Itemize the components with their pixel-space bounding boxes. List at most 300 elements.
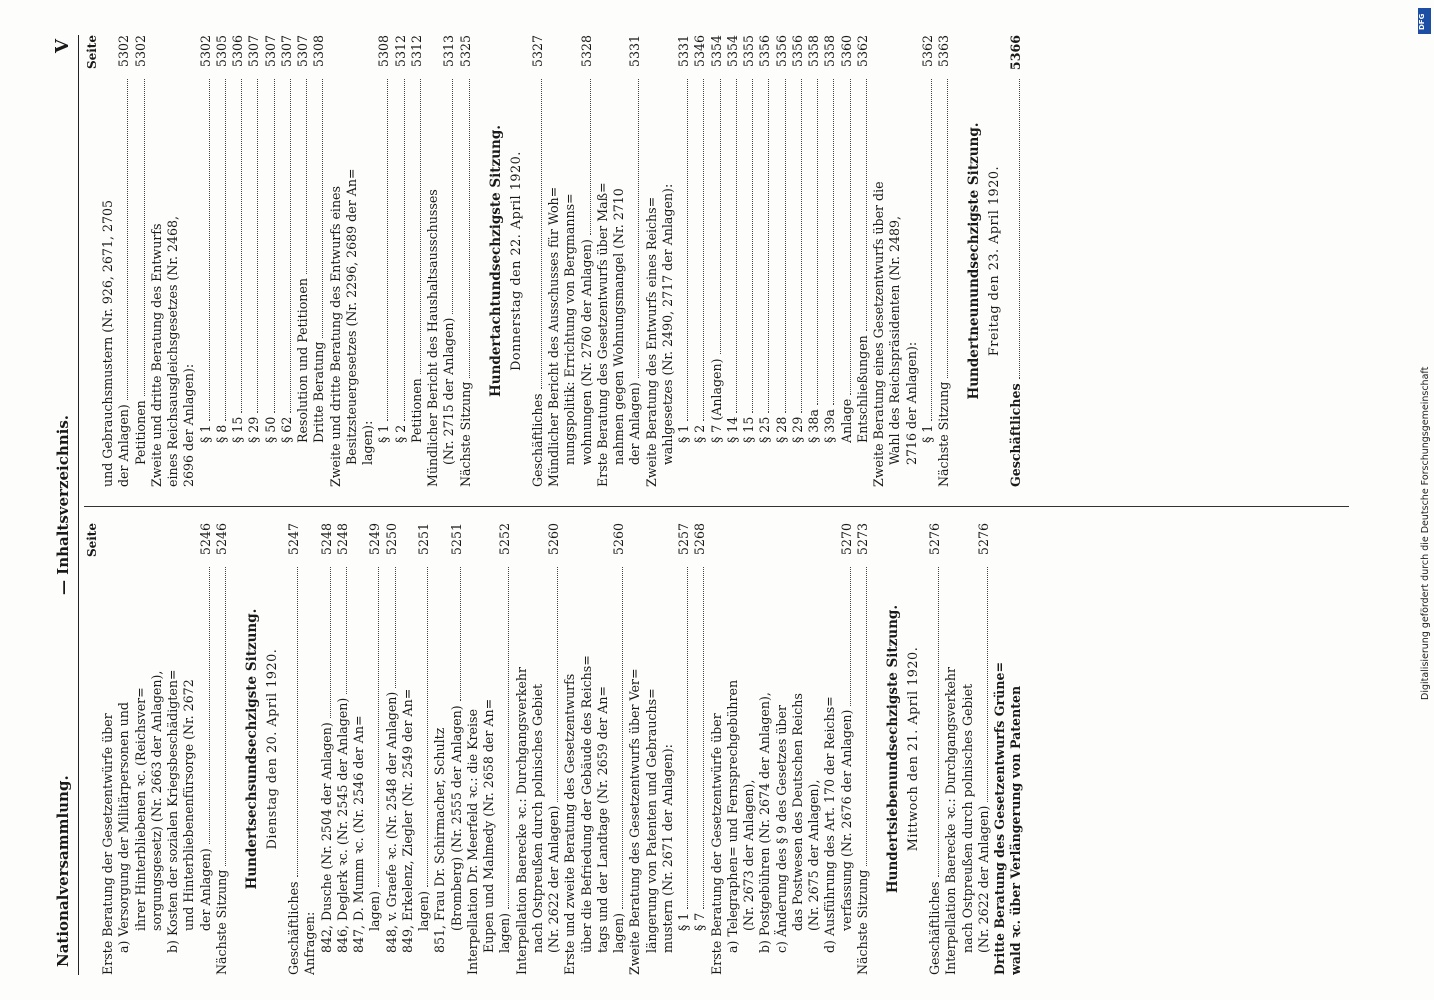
entry-text: (Nr. 2622 der Anlagen) <box>975 805 991 953</box>
leader-dots <box>427 567 428 887</box>
toc-entry <box>806 523 822 975</box>
toc-entry <box>1008 35 1024 487</box>
toc-entry <box>757 35 773 487</box>
leader-dots <box>817 79 818 405</box>
leader-dots <box>785 79 786 413</box>
entry-text: Mündlicher Bericht des Haushaltsausschusses <box>425 189 440 487</box>
toc-entry <box>611 35 627 487</box>
toc-entry <box>871 35 887 487</box>
leader-dots <box>209 567 210 844</box>
page-number: 5358 <box>806 35 821 68</box>
toc-entry <box>790 523 806 975</box>
toc-entry <box>133 35 149 487</box>
leader-dots <box>306 79 307 274</box>
page-number: 5250 <box>383 523 399 556</box>
entry-text: Mündlicher Bericht des Ausschusses für Woh= <box>546 186 561 487</box>
toc-entry <box>627 35 643 487</box>
entry-text: Erste Beratung der Gesetzentwürfe über <box>100 713 115 975</box>
toc-entry <box>692 35 708 487</box>
page-number: 5252 <box>497 523 513 556</box>
toc-entry <box>839 523 855 975</box>
toc-entry <box>936 35 952 487</box>
toc-entry <box>774 523 790 975</box>
leader-dots <box>687 567 688 909</box>
session-date: Freitag den 23. April 1920. <box>987 165 1003 357</box>
leader-dots <box>703 567 704 909</box>
side-credit <box>1418 0 1434 1000</box>
toc-entry <box>530 523 546 975</box>
entry-text: nungspolitik: Errichtung von Bergmanns= <box>562 193 578 465</box>
toc-entry <box>416 523 432 975</box>
toc-entry <box>481 523 497 975</box>
entry-text: § 7 (Anlagen) <box>708 358 724 443</box>
leader-dots <box>931 79 932 421</box>
session-heading: Hundertachtundsechzigste Sitzung. <box>487 125 504 397</box>
leader-dots <box>395 567 396 688</box>
entry-text: das Postwesen des Deutschen Reichs <box>789 693 805 931</box>
entry-text: ihrer Hinterbliebenen ꝛc. (Reichsver= <box>132 687 148 931</box>
leader-dots <box>257 79 258 413</box>
toc-entry <box>116 35 132 487</box>
leader-dots <box>378 567 379 887</box>
page-number: 5355 <box>741 35 756 68</box>
toc-entry <box>660 523 676 975</box>
toc-entry <box>319 523 335 975</box>
page-number: 5276 <box>927 523 942 556</box>
leader-dots <box>469 79 470 378</box>
leader-dots <box>622 567 623 909</box>
entry-text: 2716 der Anlagen): <box>903 341 919 465</box>
entry-text: mustern (Nr. 2671 der Anlagen): <box>659 744 675 953</box>
entry-text: (Nr. 2715 der Anlagen) <box>441 317 457 465</box>
toc-entry <box>409 35 425 487</box>
entry-text: Anfragen: <box>302 911 318 975</box>
toc-entry <box>1008 523 1024 975</box>
toc-entry <box>725 35 741 487</box>
leader-dots <box>557 567 558 802</box>
toc-entry <box>627 523 643 975</box>
column-divider <box>84 506 1349 507</box>
entry-text: lagen) <box>611 912 626 953</box>
running-head <box>50 35 79 975</box>
entry-text: und Gebrauchsmustern (Nr. 926, 2671, 2705 <box>100 199 115 487</box>
entry-text: a) Versorgung der Militärpersonen und <box>116 702 132 953</box>
side-credit-text: Digitalisierung gefördert durch die Deutsche Forschungsgemeinschaft <box>1420 366 1431 700</box>
leader-dots <box>638 79 639 378</box>
entry-text: Erste Beratung der Gesetzentwürfe über <box>708 713 724 975</box>
entry-text: längerung von Patenten und Gebrauchs= <box>643 688 659 953</box>
entry-text: Dritte Beratung <box>311 341 327 443</box>
entry-text: Interpellation Baerecke ꝛc.: Durchgangsverkehr <box>513 667 529 975</box>
entry-text: § 7 <box>692 912 708 931</box>
entry-text: eines Reichsausgleichsgesetzes (Nr. 2468, <box>165 215 180 487</box>
leader-dots <box>801 79 802 413</box>
leader-dots <box>703 79 704 421</box>
entry-text: § 1 <box>676 912 691 931</box>
entry-text: b) Postgebühren (Nr. 2674 der Anlagen), <box>757 692 773 953</box>
toc-entry <box>393 35 409 487</box>
leader-dots <box>850 79 851 395</box>
page-number: 5302 <box>197 35 213 68</box>
entry-text: 842, Dusche (Nr. 2504 der Anlagen) <box>318 722 334 953</box>
entry-text: Geschäftliches <box>529 393 545 487</box>
toc-entry <box>116 523 132 975</box>
leader-dots <box>768 79 769 413</box>
toc-entry <box>100 523 116 975</box>
entry-text: der Anlagen) <box>197 848 213 931</box>
toc-entry <box>920 35 936 487</box>
page-number: 5346 <box>692 35 708 68</box>
entry-text: lagen) <box>367 890 383 931</box>
entry-text: § 15 <box>741 416 756 443</box>
toc-entry <box>458 35 474 487</box>
leader-dots <box>297 567 298 877</box>
page-number: 5328 <box>578 35 594 68</box>
toc-entry <box>855 35 871 487</box>
page-number: 5308 <box>311 35 327 68</box>
entry-text: sorgungsgesetz) (Nr. 2663 der Anlagen), <box>148 670 164 931</box>
toc-entry <box>279 35 295 487</box>
entry-text: lagen): <box>360 420 375 465</box>
toc-entry <box>198 523 214 975</box>
entry-text: § 1 <box>919 424 935 443</box>
toc-entry <box>425 35 441 487</box>
page-number: 5246 <box>213 523 229 556</box>
page-number: 5308 <box>376 35 392 68</box>
leader-dots <box>460 567 461 701</box>
toc-entry <box>741 35 757 487</box>
entry-text: lagen) <box>497 912 513 953</box>
page-number: 5325 <box>457 35 473 68</box>
leader-dots <box>241 79 242 413</box>
entry-text: Erste und zweite Beratung des Gesetzentwurfs <box>562 673 578 975</box>
toc-entry <box>311 35 327 487</box>
toc-entry <box>384 523 400 975</box>
entry-text: § 2 <box>392 424 408 443</box>
toc-entry <box>335 523 351 975</box>
page-number: 5307 <box>262 35 278 68</box>
leader-dots <box>209 79 210 421</box>
toc-entry <box>328 35 344 487</box>
entry-text: Petitionen <box>132 400 148 465</box>
session-date: Donnerstag den 22. April 1920. <box>508 151 524 371</box>
page-number: 5270 <box>838 523 854 556</box>
session-date: Mittwoch den 21. April 1920. <box>906 646 921 852</box>
page-number: 5251 <box>416 523 431 556</box>
entry-text: 2696 der Anlagen): <box>181 363 197 487</box>
toc-entry <box>904 35 920 487</box>
page-number: 5247 <box>286 523 301 556</box>
page-number: 5305 <box>213 35 229 68</box>
page-number: 5362 <box>919 35 935 68</box>
page-number: 5331 <box>676 35 691 68</box>
page-number: 5356 <box>773 35 789 68</box>
page-number: 5260 <box>546 523 561 556</box>
leader-dots <box>452 79 453 314</box>
entry-text: § 29 <box>246 416 262 443</box>
toc-entry <box>822 35 838 487</box>
leader-dots <box>866 567 867 866</box>
toc-entry <box>676 35 692 487</box>
toc-entry <box>295 35 311 487</box>
page-number: 5354 <box>724 35 740 68</box>
entry-text: der Anlagen) <box>116 404 132 487</box>
entry-text: Zweite und dritte Beratung des Entwurfs <box>148 223 164 487</box>
entry-text: Petitionen <box>408 378 424 443</box>
entry-text: (Bromberg) (Nr. 2555 der Anlagen) <box>448 705 464 931</box>
leader-dots <box>687 79 688 421</box>
leader-dots <box>274 79 275 413</box>
toc-entry <box>286 523 302 975</box>
entry-text: Nächste Sitzung <box>213 869 229 975</box>
entry-text: Geschäftliches <box>286 881 301 975</box>
page-number: 5331 <box>627 35 643 68</box>
entry-text: verfassung (Nr. 2676 der Anlagen) <box>838 709 854 931</box>
entry-text: § 1 <box>376 424 392 443</box>
entry-text: Resolution und Petitionen <box>295 278 310 443</box>
page-number: 5354 <box>708 35 724 68</box>
toc-entry <box>214 523 230 975</box>
toc-entry <box>562 523 578 975</box>
left-column <box>84 523 1349 975</box>
entry-text: Geschäftliches <box>1008 383 1024 487</box>
page-number: 5307 <box>246 35 262 68</box>
entry-text: Zweite Beratung des Entwurfs eines Reichs= <box>643 196 659 487</box>
entry-text: (Nr. 2673 der Anlagen), <box>741 779 756 931</box>
page-number: 5358 <box>822 35 838 68</box>
toc-entry <box>855 523 871 975</box>
page-number: 5360 <box>838 35 854 68</box>
leader-dots <box>850 567 851 706</box>
entry-text: (Nr. 2675 der Anlagen), <box>806 779 821 931</box>
entry-text: Wahl des Reichspräsidenten (Nr. 2489, <box>887 215 903 465</box>
entry-text: § 8 <box>213 424 229 443</box>
entry-text: über die Befriedung der Gebäude des Reichs= <box>578 655 594 953</box>
header-page-roman: V <box>52 39 73 53</box>
toc-entry <box>441 35 457 487</box>
toc-entry <box>595 523 611 975</box>
toc-entry <box>449 523 465 975</box>
page-number: 5248 <box>318 523 334 556</box>
entry-text: § 29 <box>789 416 805 443</box>
toc-entry <box>263 35 279 487</box>
page-number: 5366 <box>1008 35 1024 71</box>
header-left: Nationalversammlung. <box>54 775 72 967</box>
toc-entry <box>790 35 806 487</box>
toc-entry <box>887 35 903 487</box>
page-number: 5246 <box>197 523 213 556</box>
page-number: 5273 <box>854 523 870 556</box>
seite-label: Seite <box>85 523 99 558</box>
toc-entry <box>181 523 197 975</box>
toc-entry <box>246 35 262 487</box>
entry-text: b) Kosten der sozialen Kriegsbeschädigten= <box>165 669 180 953</box>
entry-text: 848, v. Graefe ꝛc. (Nr. 2548 der Anlagen) <box>383 691 399 953</box>
toc-entry <box>822 523 838 975</box>
entry-text: Interpellation Baerecke ꝛc.: Durchgangsverkehr <box>943 667 959 975</box>
leader-dots <box>225 79 226 421</box>
toc-entry <box>692 523 708 975</box>
entry-text: c) Änderung des § 9 des Gesetzes über <box>773 705 789 953</box>
dfg-badge: DFG <box>1418 8 1431 34</box>
entry-text: 851, Frau Dr. Schirmacher, Schultz <box>432 727 448 953</box>
toc-entry <box>432 523 448 975</box>
entry-text: § 38a <box>806 409 821 443</box>
entry-text: und Hinterbliebenenfürsorge (Nr. 2672 <box>181 679 197 931</box>
entry-text: wahlgesetzes (Nr. 2490, 2717 der Anlagen): <box>659 183 675 465</box>
toc-entry <box>725 523 741 975</box>
page-number: 5312 <box>408 35 424 68</box>
entry-text: Zweite Beratung eines Gesetzentwurfs über die <box>871 181 886 487</box>
entry-text: Nächste Sitzung <box>854 869 870 975</box>
page-number: 5268 <box>692 523 708 556</box>
entry-text: Besitzsteuergesetzes (Nr. 2296, 2689 der An= <box>343 168 359 465</box>
toc-entry <box>360 35 376 487</box>
page-number: 5302 <box>116 35 132 68</box>
entry-text: Entschließungen <box>854 335 870 443</box>
toc-entry <box>133 523 149 975</box>
toc-entry <box>400 523 416 975</box>
toc-entry <box>757 523 773 975</box>
entry-text: Zweite Beratung des Gesetzentwurfs über Ver= <box>627 668 643 975</box>
toc-entry <box>709 523 725 975</box>
page-number: 5312 <box>392 35 408 68</box>
entry-text: Zweite und dritte Beratung des Entwurfs eines <box>327 186 343 487</box>
page-number: 5257 <box>676 523 691 556</box>
header-center: — Inhaltsverzeichnis. <box>54 414 72 596</box>
entry-text: § 39a <box>822 409 838 443</box>
toc-entry <box>149 35 165 487</box>
toc-entry <box>546 35 562 487</box>
toc-entry <box>149 523 165 975</box>
toc-entry <box>644 35 660 487</box>
leader-dots <box>541 79 542 389</box>
entry-text: § 14 <box>724 416 740 443</box>
toc-entry <box>960 523 976 975</box>
entry-text: d) Ausführung des Art. 170 der Reichs= <box>822 696 838 953</box>
toc-entry <box>806 35 822 487</box>
entry-text: Nächste Sitzung <box>936 381 951 487</box>
leader-dots <box>404 79 405 421</box>
toc-entry <box>676 523 692 975</box>
entry-text: 849, Erkelenz, Ziegler (Nr. 2549 der An= <box>399 688 415 953</box>
entry-text: Nächste Sitzung <box>457 381 473 487</box>
entry-text: § 1 <box>676 424 691 443</box>
toc-entry <box>546 523 562 975</box>
toc-entry <box>351 523 367 975</box>
toc-entry <box>376 35 392 487</box>
right-column <box>84 35 1349 487</box>
toc-entry <box>198 35 214 487</box>
entry-text: § 50 <box>262 416 278 443</box>
entry-text: 847, D. Mumm ꝛc. (Nr. 2546 der An= <box>351 715 366 953</box>
leader-dots <box>420 79 421 374</box>
session-date: Dienstag den 20. April 1920. <box>265 648 280 850</box>
rotated-page <box>50 35 1355 975</box>
leader-dots <box>947 79 948 378</box>
session-heading: Hundertsechsundsechzigste Sitzung. <box>244 608 260 890</box>
toc-entry <box>181 35 197 487</box>
leader-dots <box>508 567 509 909</box>
toc-entry <box>644 523 660 975</box>
page-number: 5249 <box>367 523 383 556</box>
toc-entry <box>214 35 230 487</box>
entry-text: tags und der Landtage (Nr. 2659 der An= <box>594 686 610 953</box>
entry-text: nach Ostpreußen durch polnisches Gebiet <box>529 683 545 953</box>
page-number: 5362 <box>854 35 870 68</box>
entry-text: Dritte Beratung des Gesetzentwurfs Grüne= <box>992 661 1007 975</box>
toc-entry <box>595 35 611 487</box>
page-number: 5302 <box>132 35 148 68</box>
toc-entry <box>774 35 790 487</box>
entry-text: § 2 <box>692 424 708 443</box>
toc-entry <box>514 523 530 975</box>
toc-entry <box>344 35 360 487</box>
entry-text: § 28 <box>773 416 789 443</box>
toc-entry <box>579 523 595 975</box>
leader-dots <box>387 79 388 421</box>
entry-text: wald ꝛc. über Verlängerung von Patenten <box>1008 685 1024 975</box>
page-number: 5260 <box>611 523 626 556</box>
toc-entry <box>579 35 595 487</box>
entry-text: 846, Deglerk ꝛc. (Nr. 2545 der Anlagen) <box>334 697 350 953</box>
page-number: 5363 <box>936 35 951 68</box>
leader-dots <box>346 567 347 694</box>
leader-dots <box>1019 79 1020 379</box>
leader-dots <box>833 79 834 405</box>
leader-dots <box>736 79 737 413</box>
toc-entry <box>943 523 959 975</box>
session-heading: Hundertsiebenundsechzigste Sitzung. <box>885 604 901 894</box>
entry-text: § 1 <box>197 424 213 443</box>
entry-text: nach Ostpreußen durch polnisches Gebiet <box>959 683 975 953</box>
toc-entry <box>976 523 992 975</box>
entry-text: Interpellation Dr. Meerfeld ꝛc.: die Kreise <box>464 709 480 975</box>
entry-text: der Anlagen) <box>627 382 643 465</box>
page-number: 5306 <box>230 35 245 68</box>
page-number: 5356 <box>757 35 773 68</box>
leader-dots <box>866 79 867 331</box>
toc-entry <box>992 523 1008 975</box>
page-number: 5307 <box>278 35 294 68</box>
toc-entry <box>562 35 578 487</box>
seite-label: Seite <box>85 35 99 70</box>
leader-dots <box>290 79 291 413</box>
leader-dots <box>322 79 323 338</box>
toc-entry <box>230 35 246 487</box>
entry-text: wohnungen (Nr. 2760 der Anlagen) <box>578 239 594 465</box>
entry-text: Erste Beratung des Gesetzentwurfs über Maß= <box>594 182 610 487</box>
entry-text: nahmen gegen Wohnungsmangel (Nr. 2710 <box>611 188 626 465</box>
entry-text: Geschäftliches <box>927 881 942 975</box>
toc-entry <box>302 523 318 975</box>
toc-entry <box>100 35 116 487</box>
page-number: 5251 <box>448 523 464 556</box>
leader-dots <box>987 567 988 802</box>
page-number: 5307 <box>295 35 310 68</box>
toc-entry <box>367 523 383 975</box>
toc-entry <box>165 523 181 975</box>
toc-entry <box>839 35 855 487</box>
page-number: 5356 <box>789 35 805 68</box>
leader-dots <box>127 79 128 400</box>
leader-dots <box>938 567 939 877</box>
entry-text: lagen) <box>416 890 431 931</box>
entry-text: § 62 <box>278 416 294 443</box>
page-number: 5276 <box>975 523 991 556</box>
toc-entry <box>497 523 513 975</box>
leader-dots <box>590 79 591 235</box>
